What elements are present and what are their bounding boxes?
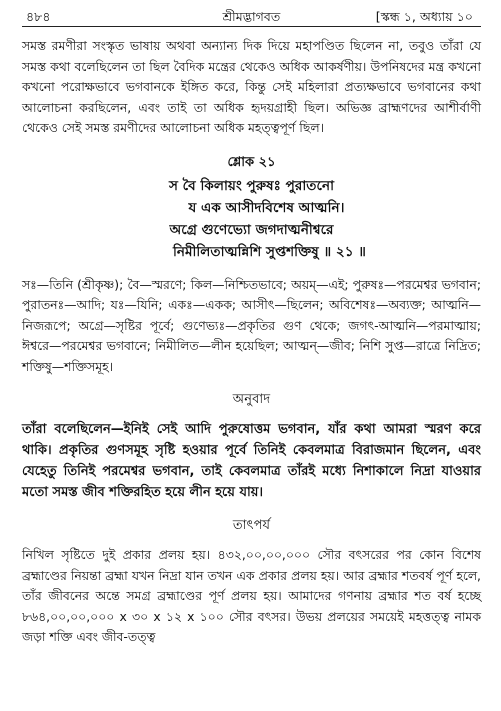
translation-heading: অনুবাদ	[232, 392, 271, 407]
purport-heading: তাৎপর্য	[232, 518, 271, 533]
page-number: ৪৮৪	[26, 9, 51, 24]
verse-block	[22, 153, 481, 263]
verse-line-3: অগ্রে গুণেভ্যো জগদাত্মনীশ্বরে	[169, 221, 334, 238]
page-header	[22, 6, 481, 27]
section-reference: [স্কন্ধ ১, অধ্যায় ১০	[375, 9, 473, 24]
intro-paragraph: সমস্ত রমণীরা সংস্কৃত ভাষায় অথবা অন্যান্য দিক দিয়ে মহাপণ্ডিত ছিলেন না, তবুও তাঁরা যে সমস্ত কথা বলেছিলেন তা ছিল বৈদিক মন্ত্রের থেকেও অধিক আকর্ষণীয়। উপনিষদের মন্ত্র কখনো কখনো পরোক্ষভাবে ভগবানকে ইঙ্গিত করে, কিন্তু সেই মহিলারা প্রত্যক্ষভাবে ভগবানের কথা আলোচনা করছিলেন, এবং তাই তা অধিক হৃদয়গ্রাহী ছিল। অভিজ্ঞ ব্রাহ্মণদের আশীর্বাণী থেকেও সেই সমস্ত রমণীদের আলোচনা অধিক মহত্ত্বপূর্ণ ছিল।	[22, 38, 481, 135]
translation-text: তাঁরা বলেছিলেন—ইনিই সেই আদি পুরুষোত্তম ভগবান, যাঁর কথা আমরা স্মরণ করে থাকি। প্রকৃতির গুণসমূহ সৃষ্টি হওয়ার পূর্বে তিনিই কেবলমাত্র বিরাজমান ছিলেন, এবং যেহেতু তিনিই পরমেশ্বর ভগবান, তাই কেবলমাত্র তাঁরই মধ্যে নিশাকালে নিদ্রা যাওয়ার মতো সমস্ত জীব শক্তিরহিত হয়ে লীন হয়ে যায়।	[22, 422, 481, 500]
verse-line-4: নিমীলিতাত্মন্নিশি সুপ্তশক্তিষু ॥ ২১ ॥	[172, 243, 367, 260]
verse-number: শ্লোক ২১	[227, 154, 276, 170]
verse-line-1: স বৈ কিলায়ং পুরুষঃ পুরাতনো	[168, 177, 335, 194]
book-title: শ্রীমদ্ভাগবত	[222, 9, 281, 24]
synonyms-text: সঃ—তিনি (শ্রীকৃষ্ণ); বৈ—স্মরণে; কিল—নিশ্চিতভাবে; অয়ম্—এই; পুরুষঃ—পরমেশ্বর ভগবান; পুরাতনঃ—আদি; যঃ—যিনি; একঃ—একক; আসীৎ—ছিলেন; অবিশেষঃ—অব্যক্ত; আত্মনি—নিজরূপে; অগ্রে—সৃষ্টির পূর্বে; গুণেভ্যঃ—প্রকৃতির গুণ থেকে; জগৎ-আত্মনি—পরমাত্মায়; ঈশ্বরে—পরমেশ্বর ভগবানে; নিমীলিত—লীন হয়েছিল; আত্মন্—জীব; নিশি সুপ্ত—রাত্রে নিদ্রিত; শক্তিষু—শক্তিসমূহ।	[22, 276, 481, 374]
translation-section	[22, 419, 481, 503]
purport-section	[22, 545, 481, 648]
synonyms-section	[22, 275, 481, 378]
purport-text: নিখিল সৃষ্টিতে দুই প্রকার প্রলয় হয়। ৪৩২,০০,০০,০০০ সৌর বৎসরের পর কোন বিশেষ ব্রহ্মাণ্ডের নিয়ন্তা ব্রহ্মা যখন নিদ্রা যান তখন এক প্রকার প্রলয় হয়। আর ব্রহ্মার শতবর্ষ পূর্ণ হলে, তাঁর জীবনের অন্তে সমগ্র ব্রহ্মাণ্ডের পূর্ণ প্রলয় হয়। আমাদের গণনায় ব্রহ্মার শত বর্ষ হচ্ছে ৮৬৪,০০,০০,০০০ x ৩০ x ১২ x ১০০ সৌর বৎসর। উভয় প্রলয়ের সময়েই মহত্তত্ত্ব নামক জড়া শক্তি এবং জীব-তত্ত্ব	[22, 547, 481, 644]
verse-line-2: য এক আসীদবিশেষ আত্মনি।	[188, 199, 345, 216]
